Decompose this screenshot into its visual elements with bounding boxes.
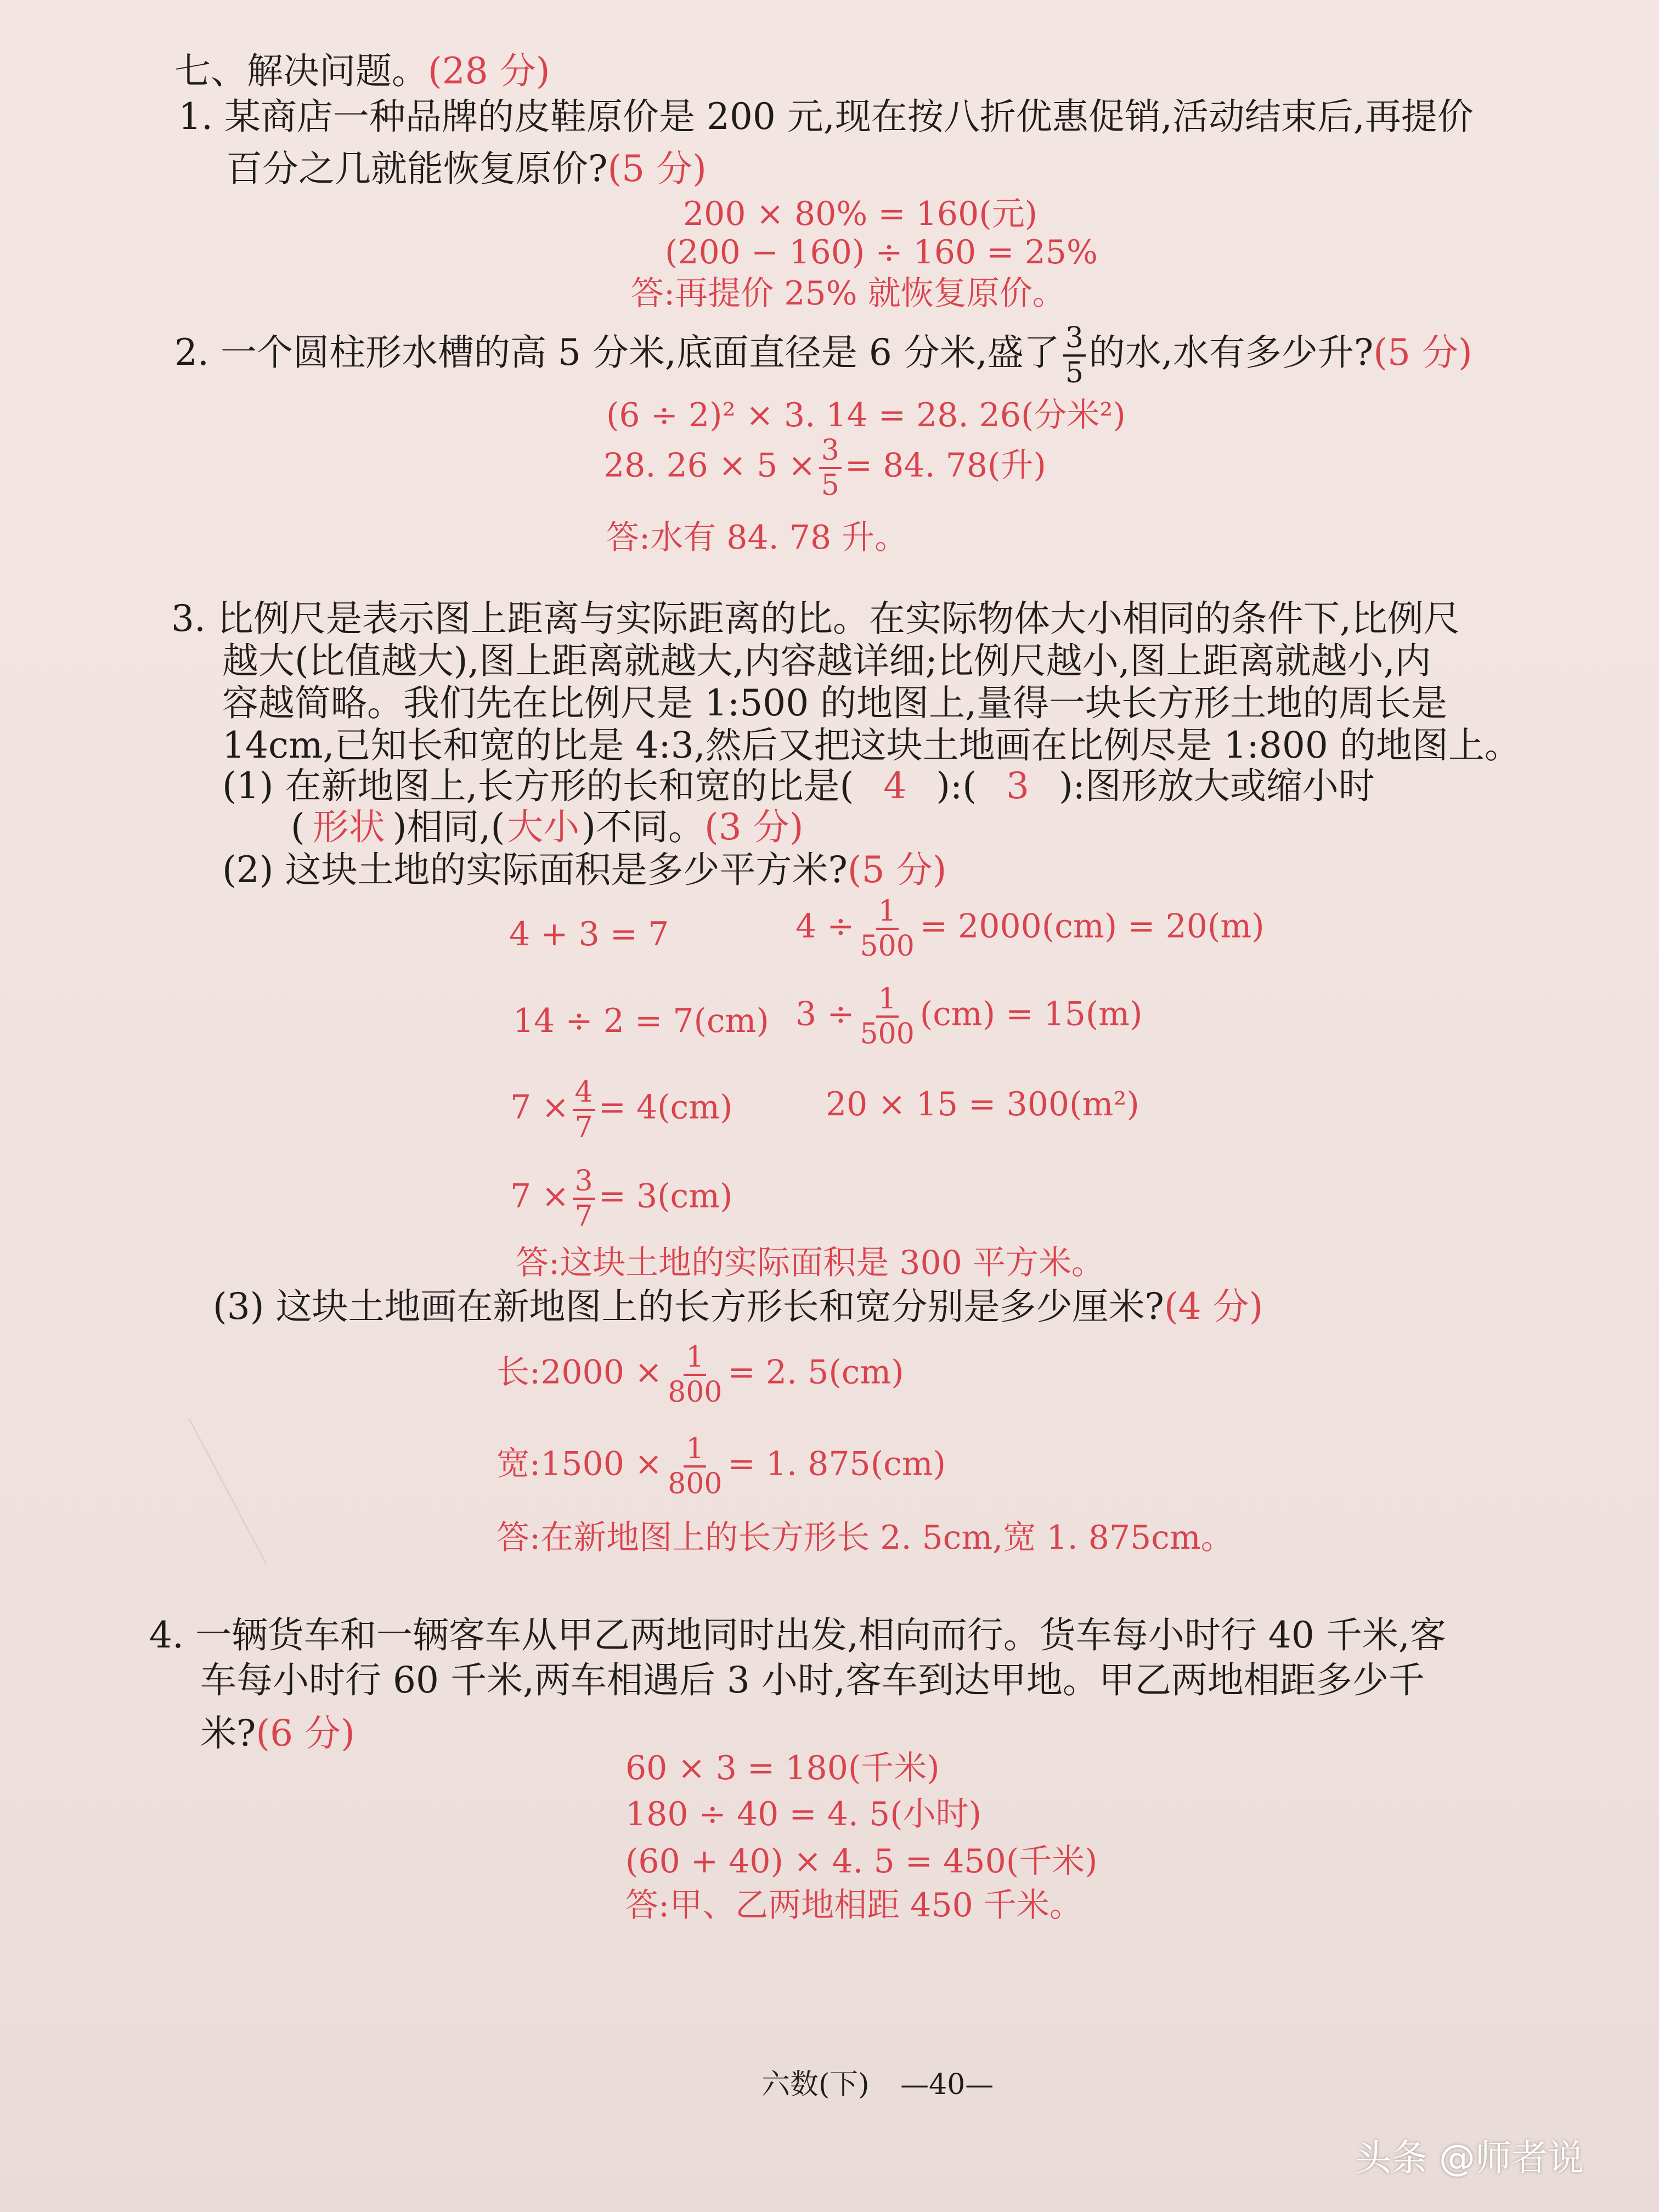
q4-answer: 答:甲、乙两地相距 450 千米。 <box>625 1886 1082 1925</box>
q3-sub1-line2: ( 形状 )相同,(大小)不同。(3 分) <box>291 806 804 848</box>
q4-calc2: 180 ÷ 40 = 4. 5(小时) <box>625 1795 982 1833</box>
q3-calc-right2: 3 ÷ $\frac{1}{500}$ (cm) = 15(m) <box>795 983 1143 1051</box>
q2-answer: 答:水有 84. 78 升。 <box>606 518 908 557</box>
q3-calc-left1: 4 + 3 = 7 <box>509 915 669 953</box>
q3-blank-length: 4 <box>883 765 907 807</box>
watermark-logo: 头条 @师者说 <box>1355 2137 1584 2179</box>
q3-calc-right1: 4 ÷ $\frac{1}{500}$ = 2000(cm) = 20(m) <box>795 895 1265 963</box>
q3-sub3-score: (4 分) <box>1164 1285 1263 1328</box>
q3-sub2-question: (2) 这块土地的实际面积是多少平方米?(5 分) <box>222 849 947 891</box>
q2-calc2: 28. 26 × 5 × $\frac{3}{5}$ = 84. 78(升) <box>603 434 1046 502</box>
q3-answer2: 答:这块土地的实际面积是 300 平方米。 <box>516 1244 1104 1282</box>
q3-blank-shape: 形状 <box>312 806 385 848</box>
q1-score: (5 分) <box>607 148 707 190</box>
q3-length-calc: 长:2000 × $\frac{1}{800}$ = 2. 5(cm) <box>496 1341 904 1409</box>
paper-crease <box>188 1382 335 1564</box>
q4-text-line1: 4. 一辆货车和一辆客车从甲乙两地同时出发,相向而行。货车每小时行 40 千米,客 <box>149 1614 1446 1656</box>
q2-fraction: $\frac{3}{5}$ <box>1063 324 1086 387</box>
q3-sub1-score: (3 分) <box>704 806 804 848</box>
page-footer <box>761 2061 994 2102</box>
footer-label: 六数(下) <box>761 2068 870 2101</box>
q3-calc-right3: 20 × 15 = 300(m²) <box>826 1085 1139 1124</box>
section-heading <box>174 50 550 92</box>
q3-sub2-score: (5 分) <box>847 849 947 891</box>
page-number: —40— <box>900 2068 994 2101</box>
q3-sub1-line1: (1) 在新地图上,长方形的长和宽的比是( 4 ):( 3 ):图形放大或缩小时 <box>222 765 1375 807</box>
q1-calc1: 200 × 80% = 160(元) <box>683 195 1038 233</box>
section-title: 七、解决问题。 <box>174 50 428 92</box>
q3-calc-left4: 7 × $\frac{3}{7}$ = 3(cm) <box>510 1165 733 1233</box>
q4-calc1: 60 × 3 = 180(千米) <box>625 1749 940 1787</box>
q2-text: 2. 一个圆柱形水槽的高 5 分米,底面直径是 6 分米,盛了 $\frac{3}{5}$ 的水,水有多少升?(5 分) <box>174 321 1472 390</box>
q4-text-line3: 米?(6 分) <box>200 1712 355 1754</box>
section-score: (28 分) <box>428 50 550 92</box>
q1-text-line1: 1. 某商店一种品牌的皮鞋原价是 200 元,现在按八折优惠促销,活动结束后,再提价 <box>178 95 1474 138</box>
q3-width-calc: 宽:1500 × $\frac{1}{800}$ = 1. 875(cm) <box>496 1432 946 1500</box>
q4-text-line2: 车每小时行 60 千米,两车相遇后 3 小时,客车到达甲地。甲乙两地相距多少千 <box>200 1659 1425 1701</box>
q3-text-line4: 14cm,已知长和宽的比是 4:3,然后又把这块土地画在比例尽是 1:800 的地图上。 <box>222 724 1521 766</box>
q3-calc-left2: 14 ÷ 2 = 7(cm) <box>513 1002 769 1040</box>
q2-calc1: (6 ÷ 2)² × 3. 14 = 28. 26(分米²) <box>606 396 1126 435</box>
q3-blank-width: 3 <box>1006 765 1029 807</box>
q3-calc-left3: 7 × $\frac{4}{7}$ = 4(cm) <box>510 1076 733 1144</box>
q3-text-line3: 容越简略。我们先在比例尺是 1:500 的地图上,量得一块长方形土地的周长是 <box>222 682 1448 724</box>
q4-score: (6 分) <box>256 1712 355 1754</box>
q2-score: (5 分) <box>1373 331 1472 374</box>
q3-answer3: 答:在新地图上的长方形长 2. 5cm,宽 1. 875cm。 <box>496 1519 1234 1557</box>
q1-answer: 答:再提价 25% 就恢复原价。 <box>631 274 1065 313</box>
q4-calc3: (60 + 40) × 4. 5 = 450(千米) <box>625 1842 1098 1881</box>
q1-calc2: (200 − 160) ÷ 160 = 25% <box>665 233 1098 272</box>
q3-sub3-question: (3) 这块土地画在新地图上的长方形长和宽分别是多少厘米?(4 分) <box>213 1285 1263 1328</box>
q3-blank-size: 大小 <box>507 806 580 848</box>
q3-text-line2: 越大(比值越大),图上距离就越大,内容越详细;比例尺越小,图上距离就越小,内 <box>222 640 1431 682</box>
q3-text-line1: 3. 比例尺是表示图上距离与实际距离的比。在实际物体大小相同的条件下,比例尺 <box>171 597 1460 640</box>
q1-text-line2: 百分之几就能恢复原价?(5 分) <box>226 148 707 190</box>
